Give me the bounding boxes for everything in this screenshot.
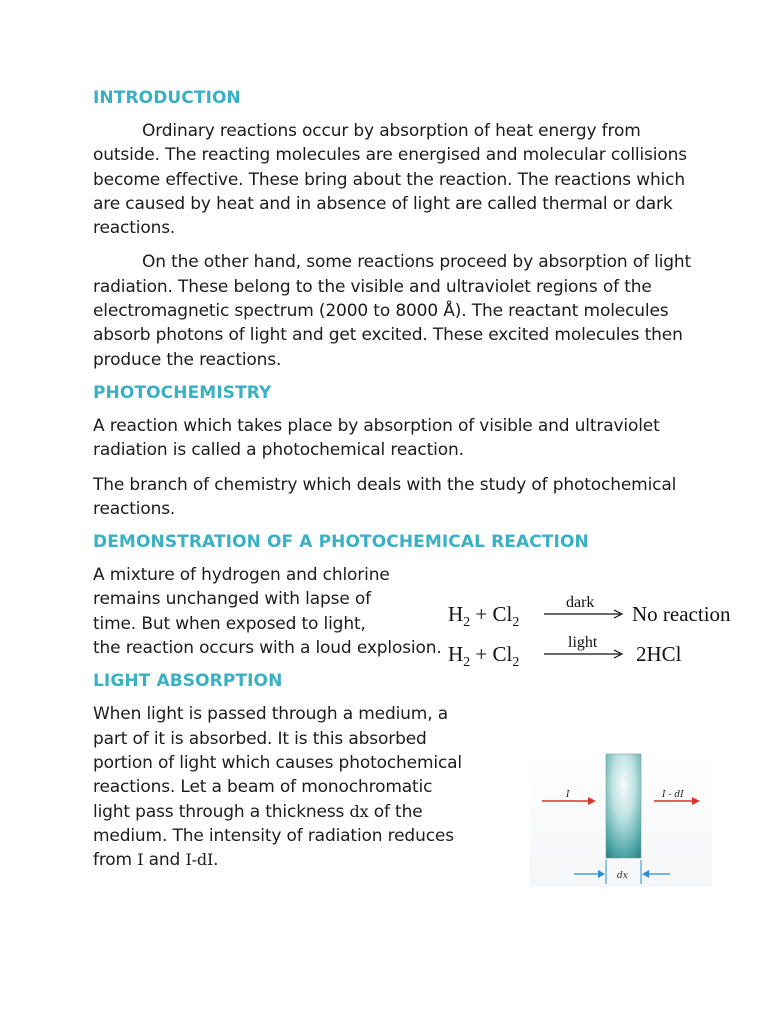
reaction-equations: [448, 596, 748, 676]
hydrogen-subscript: 2: [463, 615, 471, 631]
chlorine-symbol: + Cl: [475, 602, 513, 626]
intro-paragraph-2: On the other hand, some reactions proceed by absorption of light radiation. These belong to the visible and ultraviolet regions of the electromagnetic spectrum (2000 to 8000 Å). The reactant molecules absorb photons of light and get excited. These excited molecules then produce the reactions.: [93, 252, 692, 370]
heading-photochemistry: PHOTOCHEMISTRY: [93, 382, 272, 403]
reduced-intensity-variable: I-dI: [185, 850, 214, 870]
incident-label: I: [566, 790, 570, 800]
medium-slab: [606, 754, 641, 858]
light-absorption-diagram: [530, 752, 712, 887]
absorption-line-5-post: of the: [368, 801, 423, 822]
chlorine-symbol: + Cl: [475, 642, 513, 666]
reaction-arrow-icon: [544, 648, 624, 660]
demonstration-line-2: remains unchanged with lapse of: [93, 589, 371, 610]
demonstration-line-4: the reaction occurs with a loud explosion.: [93, 638, 442, 659]
absorption-line-7-mid: and: [143, 850, 186, 871]
absorption-line-4: reactions. Let a beam of monochromatic: [93, 777, 433, 798]
chlorine-subscript: 2: [512, 655, 520, 671]
absorption-line-7-post: .: [213, 850, 219, 871]
equation-dark-reactants: [448, 602, 519, 631]
absorption-line-7-pre: from: [93, 850, 138, 871]
transmitted-label: I - dI: [662, 790, 684, 800]
heading-demonstration: DEMONSTRATION OF A PHOTOCHEMICAL REACTION: [93, 532, 589, 553]
equation-dark: [448, 594, 748, 632]
chlorine-subscript: 2: [512, 615, 520, 631]
thickness-variable: dx: [349, 801, 369, 821]
hydrogen-symbol: H: [448, 642, 464, 666]
product-no-reaction: No reaction: [632, 602, 731, 626]
reaction-arrow-icon: [544, 608, 624, 620]
equation-light-reactants: [448, 642, 519, 671]
thickness-label: dx: [617, 871, 628, 881]
absorption-line-5-pre: light pass through a thickness: [93, 801, 350, 822]
condition-light: light: [568, 634, 598, 651]
heading-introduction: INTRODUCTION: [93, 88, 241, 108]
absorption-line-3: portion of light which causes photochemical: [93, 752, 462, 773]
product-hcl: 2HCl: [636, 642, 682, 666]
demonstration-line-3: time. But when exposed to light,: [93, 613, 366, 634]
hydrogen-subscript: 2: [463, 655, 471, 671]
intro-paragraph-1: Ordinary reactions occur by absorption of heat energy from outside. The reacting molecules are energised and molecular collisions become effective. These bring about the reaction. The reactions which are caused by heat and in absence of light are called thermal or dark reactions.: [93, 121, 687, 239]
absorption-line-2: part of it is absorbed. It is this absorbed: [93, 728, 427, 749]
intensity-variable: I: [137, 850, 144, 870]
condition-dark: dark: [566, 594, 595, 611]
heading-light-absorption: LIGHT ABSORPTION: [93, 671, 283, 692]
equation-light: [448, 634, 748, 672]
absorption-line-6: medium. The intensity of radiation reduces: [93, 825, 454, 846]
photochemistry-paragraph-2: The branch of chemistry which deals with the study of photochemical reactions.: [93, 474, 677, 519]
demonstration-line-1: A mixture of hydrogen and chlorine: [93, 565, 390, 586]
photochemistry-paragraph-1: A reaction which takes place by absorption of visible and ultraviolet radiation is called a photochemical reaction.: [93, 415, 660, 461]
absorption-line-1: When light is passed through a medium, a: [93, 704, 448, 725]
hydrogen-symbol: H: [448, 602, 464, 626]
